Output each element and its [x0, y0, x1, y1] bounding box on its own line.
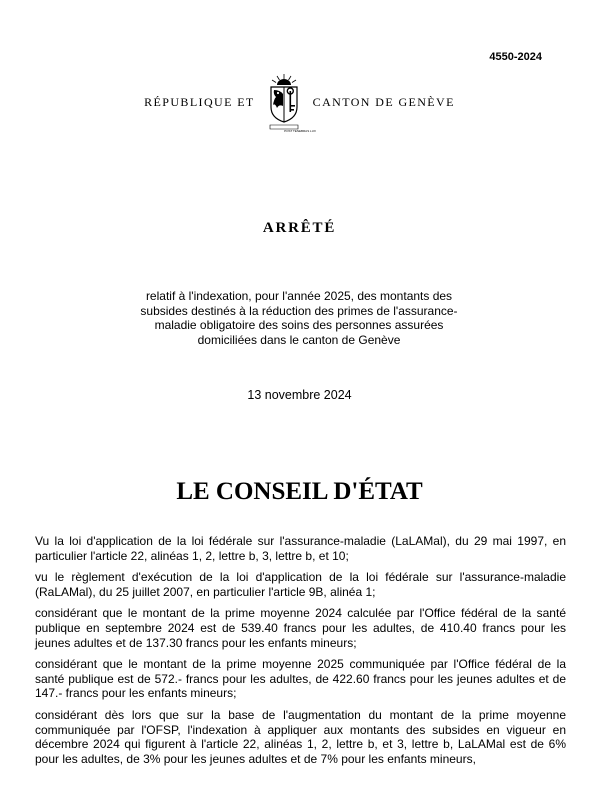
issuing-authority: LE CONSEIL D'ÉTAT	[176, 478, 423, 505]
letterhead	[0, 72, 599, 132]
preamble-paragraph: considérant que le montant de la prime moyenne 2024 calculée par l'Office fédéral de la santé publique en septembre 2024 est de 539.40 francs pour les adultes, de 410.40 francs pour les jeunes adultes et de 137.30 francs pour les enfants mineurs;	[35, 606, 566, 650]
preamble-paragraph: considérant que le montant de la prime moyenne 2025 communiquée par l'Office fédéral de la santé publique est de 572.- francs pour les adultes, de 422.60 francs pour les jeunes adultes et de 147.- francs pour les enfants mineurs;	[35, 657, 566, 701]
document-reference: 4550-2024	[489, 51, 542, 63]
seal-motto: POST TENEBRAS LUX	[284, 129, 316, 133]
letterhead-left: RÉPUBLIQUE ET	[144, 94, 255, 109]
geneva-coat-of-arms-icon	[267, 72, 301, 132]
letterhead-right: CANTON DE GENÈVE	[312, 94, 455, 109]
preamble-paragraph: Vu la loi d'application de la loi fédérale sur l'assurance-maladie (LaLAMal), du 29 mai 1997, en particulier l'article 22, alinéas 1, 2, lettre b, 3, lettre b, et 10;	[35, 534, 566, 563]
preamble-paragraph: considérant dès lors que sur la base de l'augmentation du montant de la prime moyenne communiquée par l'OFSP, l'indexation à appliquer aux montants des subsides en vigueur en décembre 2024 qui figurent à l'article 22, alinéas 1, 2, lettre b, et 3, lettre b, LaLAMal est de 6% pour les adultes, de 3% pour les jeunes adultes et de 7% pour les enfants mineurs,	[35, 707, 566, 766]
document-title: ARRÊTÉ	[262, 220, 337, 236]
document-subject: relatif à l'indexation, pour l'année 2025, des montants des subsides destinés à la réduction des primes de l'assurance-maladie obligatoire des soins des personnes assurées domiciliées dans le canton de Genève	[140, 289, 458, 347]
document-date: 13 novembre 2024	[247, 388, 352, 402]
preamble	[35, 534, 566, 773]
preamble-paragraph: vu le règlement d'exécution de la loi d'application de la loi fédérale sur l'assurance-maladie (RaLAMal), du 25 juillet 2007, en particulier l'article 9B, alinéa 1;	[35, 570, 566, 599]
